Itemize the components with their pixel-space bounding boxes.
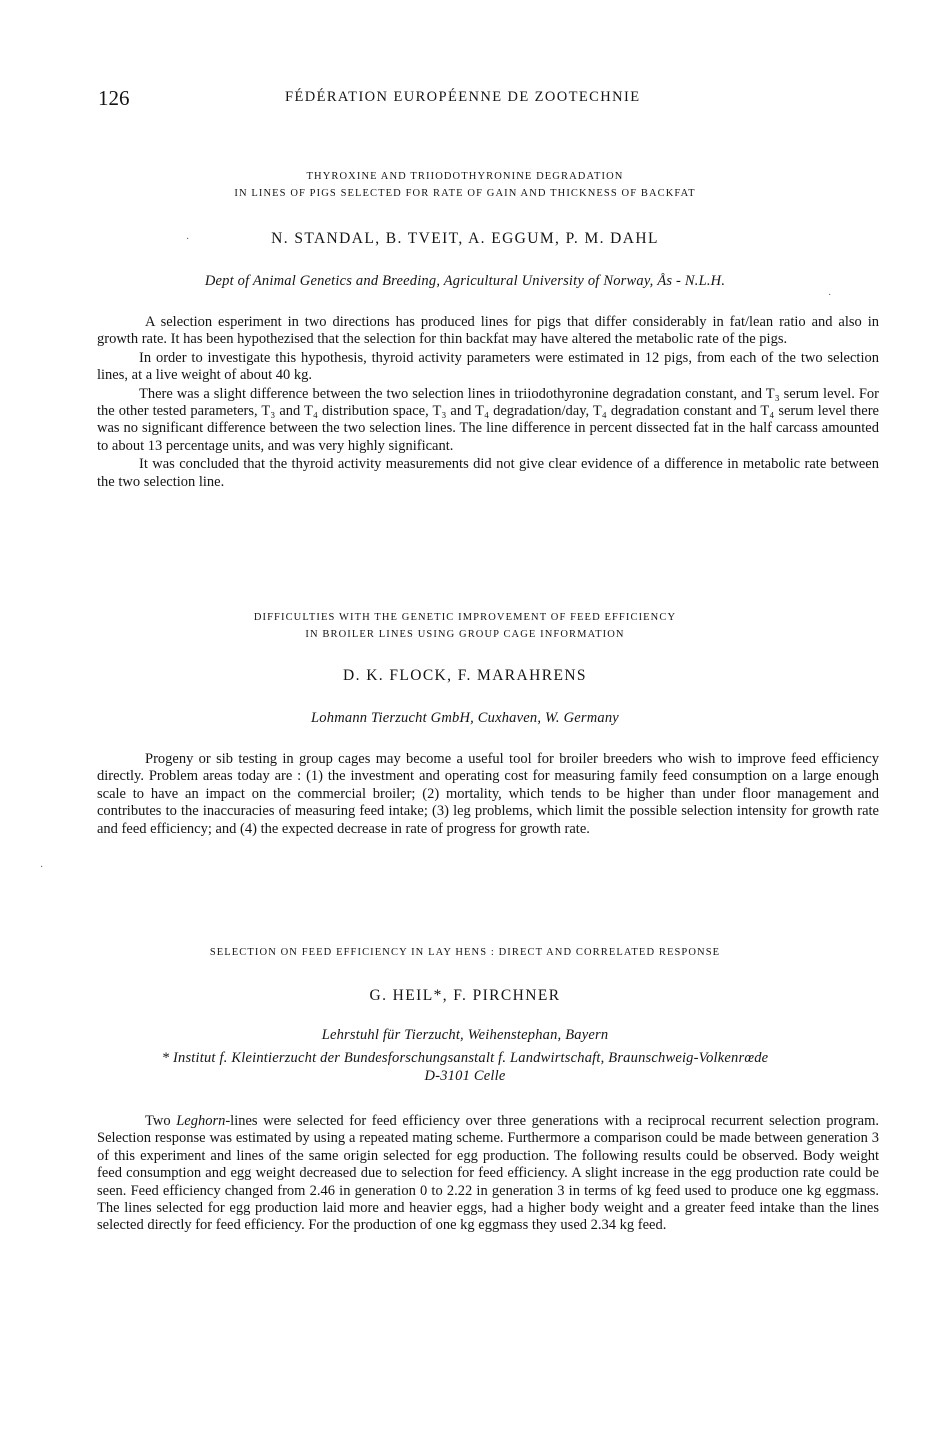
article-1-authors: N. STANDAL, B. TVEIT, A. EGGUM, P. M. DAHL (271, 230, 659, 247)
article-3-text-rest: -lines were selected for feed efficiency over three generations with a reciprocal recurrent selection program. Selection response was estimated by using a repeated mating scheme. Furthermore a comparison could be made between generation 3 of this experiment and lines of the same origin selected for egg production. The following results could be observed. Body weight feed consumption and egg weight decreased due to selection for feed efficiency. A slight increase in the egg production rate could be seen. Feed efficiency changed from 2.46 in generation 0 to 2.22 in generation 3 in terms of kg feed used to produce one kg eggmass. The lines selected for egg production laid more and heavier eggs, had a higher body weight and a greater feed intake than the lines selected directly for feed efficiency. For the production of one kg eggmass they used 2.34 kg feed. (97, 1113, 879, 1234)
article-2-affiliation: Lohmann Tierzucht GmbH, Cuxhaven, W. Germany (311, 710, 619, 726)
article-1-title (0, 168, 930, 202)
running-head: FÉDÉRATION EUROPÉENNE DE ZOOTECHNIE (285, 89, 641, 105)
article-1-paragraph-1: A selection esperiment in two directions has produced lines for pigs that differ considerably in fat/lean ratio and also in growth rate. It has been hypothezised that the selection for thin backfat may have altered the metabolic rate of the pigs. (97, 314, 879, 348)
article-1-abstract (97, 314, 879, 492)
article-1-affiliation: Dept of Animal Genetics and Breeding, Agricultural University of Norway, Ås - N.L.H. (204, 273, 726, 289)
article-3-abstract (97, 1113, 879, 1236)
scan-speck: · (186, 234, 190, 245)
scan-speck: · (40, 862, 44, 873)
article-3-title-line-1: SELECTION ON FEED EFFICIENCY IN LAY HENS : DIRECT AND CORRELATED RESPONSE (209, 947, 721, 958)
article-2-abstract (97, 751, 879, 839)
article-3-text-start: Two (145, 1113, 177, 1129)
article-2-authors: D. K. FLOCK, F. MARAHRENS (343, 667, 587, 684)
article-2-title-line-2: IN BROILER LINES USING GROUP CAGE INFORMATION (305, 629, 625, 640)
article-1-title-line-2: IN LINES OF PIGS SELECTED FOR RATE OF GAIN AND THICKNESS OF BACKFAT (234, 188, 696, 199)
article-1-paragraph-4: It was concluded that the thyroid activity measurements did not give clear evidence of a difference in metabolic rate between the two selection line. (97, 456, 879, 490)
article-3-affiliation (0, 1026, 930, 1085)
article-1-title-line-1: THYROXINE AND TRIIODOTHYRONINE DEGRADATION (306, 171, 624, 182)
article-2-title-line-1: DIFFICULTIES WITH THE GENETIC IMPROVEMENT OF FEED EFFICIENCY (253, 612, 677, 623)
article-3-title (0, 944, 930, 961)
article-2-title (0, 609, 930, 643)
article-3-authors: G. HEIL*, F. PIRCHNER (369, 987, 561, 1004)
scan-speck: · (828, 290, 832, 301)
article-3-leghorn-italic: Leghorn (176, 1113, 226, 1129)
article-2-paragraph-1: Progeny or sib testing in group cages may become a useful tool for broiler breeders who wish to improve feed efficiency directly. Problem areas today are : (1) the investment and operating cost for measuring family feed consumption on a large enough scale to have an impact on the commercial broiler; (2) mortality, which tends to be higher than under floor management and contributes to the inaccuracies of measuring feed intake; (3) leg problems, which limit the possible selection intensity for growth rate and feed efficiency; and (4) the expected decrease in rate of progress for growth rate. (97, 751, 879, 837)
article-3-affiliation-line-3: D-3101 Celle (424, 1068, 506, 1084)
article-3-affiliation-line-1: Lehrstuhl für Tierzucht, Weihenstephan, Bayern (321, 1027, 609, 1043)
page-number: 126 (98, 86, 130, 110)
article-3-affiliation-line-2: * Institut f. Kleintierzucht der Bundesforschungsanstalt f. Landwirtschaft, Braunschweig-Volkenrœde (161, 1050, 769, 1066)
article-1-paragraph-2: In order to investigate this hypothesis, thyroid activity parameters were estimated in 12 pigs, from each of the two selection lines, at a live weight of about 40 kg. (97, 349, 879, 384)
article-1-paragraph-3: There was a slight difference between the two selection lines in triiodothyronine degradation constant, and T₃ serum level. For the other tested parameters, T₃ and T₄ distribution space, T₃ and T₄ degradation/day, T₄ degradation constant and T₄ serum level there was no significant difference between the two selection lines. The line difference in percent dissected fat in the half carcass amounted to about 13 percentage units, and was very highly significant. (97, 385, 879, 454)
article-3-paragraph-1 (97, 1113, 879, 1235)
